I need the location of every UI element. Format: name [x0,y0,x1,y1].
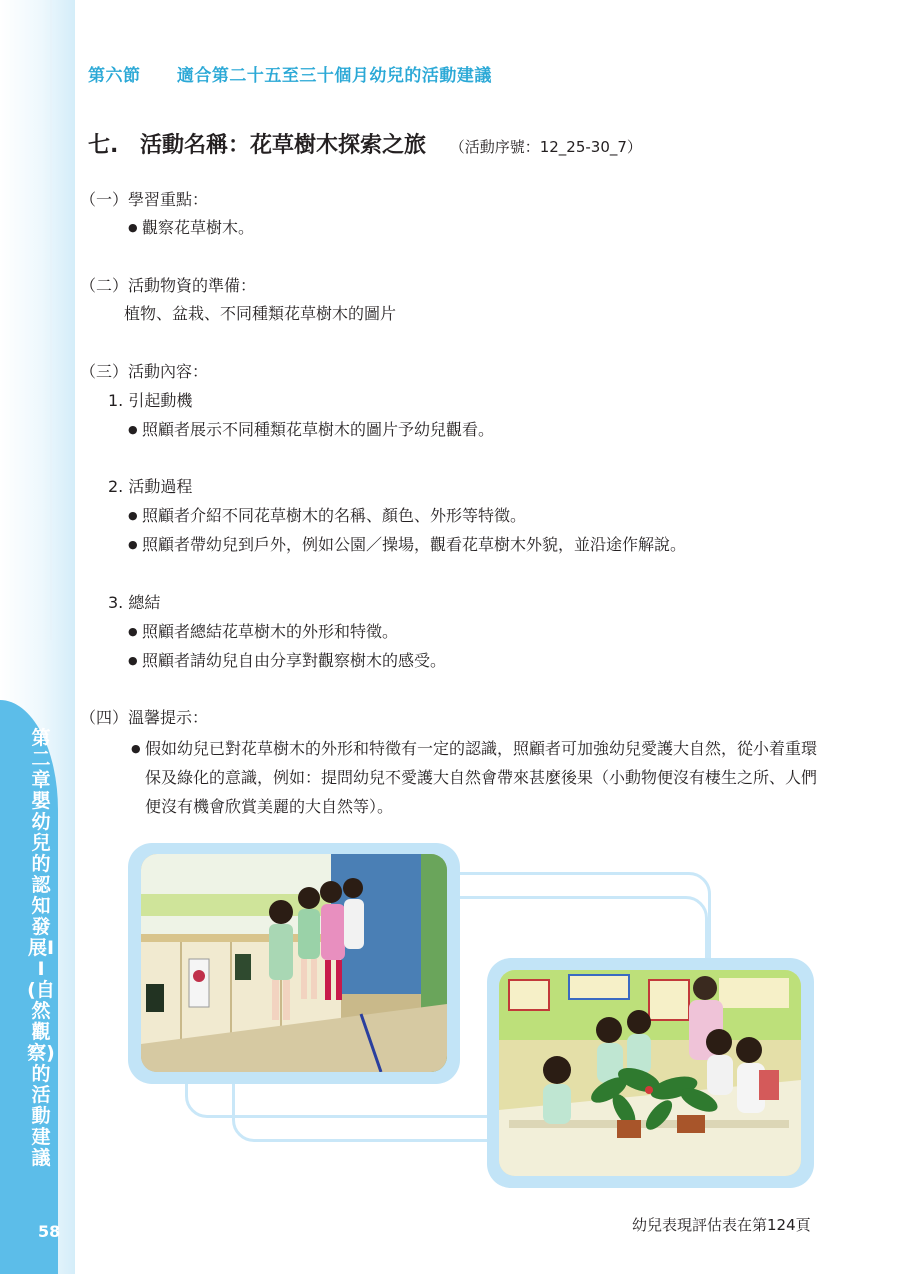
classroom-photo-image [141,854,447,1072]
plants-photo [499,970,801,1176]
plants-photo-image [499,970,801,1176]
section-title: 適合第二十五至三十個月幼兒的活動建議 [176,66,492,86]
section-number: 第六節 [88,66,141,86]
sidebar [0,0,75,1274]
content-heading: （三）活動內容： [80,362,209,381]
activity-number: 七. [88,133,119,158]
materials-heading: （二）活動物資的準備： [80,276,257,295]
chapter-title: 第二章 嬰幼兒的認知發展II(自然觀察)的活動建議 [27,727,55,1169]
tips-text: ● 假如幼兒已對花草樹木的外形和特徵有一定的認識，照顧者可加強幼兒愛護大自然，從小着重環保及綠化的意識，例如：提問幼兒不愛護大自然會帶來甚麼後果（小動物便沒有棲生之所、人們便沒有機會欣賞美麗的大自然等）。 [145,734,825,821]
step-label: 3. 總結 [108,593,161,612]
learning-heading: （一）學習重點： [80,190,209,209]
tips-heading: （四）溫馨提示： [80,708,209,727]
classroom-photo [141,854,447,1072]
assessment-reference: 幼兒表現評估表在第124頁 [632,1216,811,1234]
step-bullet: ● 照顧者總結花草樹木的外形和特徵。 [142,620,398,644]
step-bullet: ● 照顧者請幼兒自由分享對觀察樹木的感受。 [142,649,446,673]
activity-name: 活動名稱：花草樹木探索之旅 [140,133,427,158]
section-header [88,61,492,86]
step-label: 1. 引起動機 [108,391,193,410]
step-label: 2. 活動過程 [108,477,193,496]
sidebar-divider [50,0,52,640]
step-bullet: ● 照顧者展示不同種類花草樹木的圖片予幼兒觀看。 [142,418,494,442]
step-bullet: ● 照顧者介紹不同花草樹木的名稱、顏色、外形等特徵。 [142,504,526,528]
materials-text: 植物、盆栽、不同種類花草樹木的圖片 [124,304,397,323]
page-number: 58 [38,1222,61,1241]
step-bullet: ● 照顧者帶幼兒到戶外，例如公園／操場，觀看花草樹木外貌，並沿途作解說。 [142,533,686,557]
activity-serial: （活動序號：12_25-30_7） [449,138,642,156]
activity-title [88,128,642,159]
learning-bullet: ● 觀察花草樹木。 [142,216,254,240]
